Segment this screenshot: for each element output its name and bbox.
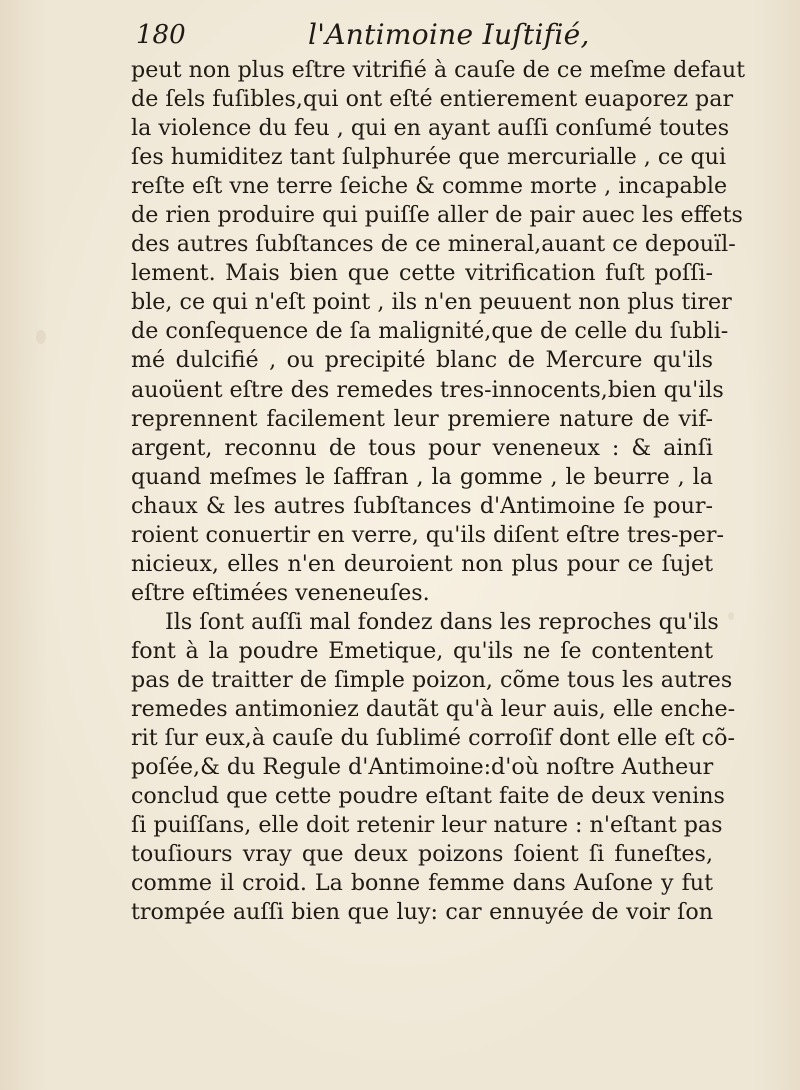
text-line: roient conuertir en verre, qu'ils diſent eſtre tres-per- [131, 521, 724, 548]
paper-stain [36, 330, 46, 344]
text-line: poſée,& du Regule d'Antimoine:d'où noſtre Autheur [131, 754, 714, 781]
paper-stain [728, 612, 734, 620]
text-line: remedes antimoniez dautãt qu'à leur auis, elle enche- [131, 696, 736, 723]
text-line: auoüent eſtre des remedes tres-innocents,bien qu'ils [131, 376, 724, 403]
text-line: de ſels fuſibles,qui ont eſté entierement euaporez par [131, 86, 734, 113]
text-line: la violence du feu , qui en ayant auſſi conſumé toutes [131, 115, 730, 142]
text-line: de rien produire qui puiſſe aller de pair auec les effets [131, 202, 743, 229]
text-line: des autres ſubſtances de ce mineral,auant ce depouïl- [131, 231, 736, 258]
text-line: reprennent facilement leur premiere nature de vif- [131, 405, 713, 432]
paragraph [131, 56, 746, 608]
text-line: chaux & les autres ſubſtances d'Antimoine ſe pour- [131, 492, 713, 519]
page-header [136, 18, 716, 58]
text-line: lement. Mais bien que cette vitrification fuſt poſſi- [131, 260, 713, 287]
text-line: eſtre eſtimées veneneuſes. [131, 579, 430, 606]
text-line: ſes humiditez tant ſulphurée que mercurialle , ce qui [131, 144, 727, 171]
text-line: ſi puiſſans, elle doit retenir leur nature : n'eſtant pas [131, 812, 723, 839]
text-line: nicieux, elles n'en deuroient non plus pour ce ſujet [131, 550, 713, 577]
text-line: argent, reconnu de tous pour veneneux : & ainſi [131, 434, 713, 461]
text-line: mé dulcifié , ou precipité blanc de Mercure qu'ils [131, 347, 713, 374]
running-title: l'Antimoine Iuſtifié, [308, 18, 590, 51]
text-line: reſte eſt vne terre ſeiche & comme morte , incapable [131, 173, 728, 200]
text-line: Ils ſont auſſi mal fondez dans les reproches qu'ils [165, 608, 719, 635]
text-line: conclud que cette poudre eſtant faite de deux venins [131, 783, 725, 810]
text-line: trompée auſſi bien que luy: car ennuyée de voir ſon [131, 899, 713, 926]
body-text [131, 56, 746, 927]
text-line: de conſequence de ſa malignité,que de celle du ſubli- [131, 318, 729, 345]
text-line: quand meſmes le ſaffran , la gomme , le beurre , la [131, 463, 713, 490]
text-line: pas de traitter de ſimple poizon, cõme tous les autres [131, 666, 733, 693]
paragraph [131, 608, 736, 928]
text-line: touſiours vray que deux poizons ſoient ſi funeſtes, [131, 841, 713, 868]
text-line: comme il croid. La bonne femme dans Auſone y fut [131, 870, 713, 897]
text-line: ble, ce qui n'eſt point , ils n'en peuuent non plus tirer [131, 289, 732, 316]
page-number: 180 [136, 20, 186, 50]
text-line: font à la poudre Emetique, qu'ils ne ſe contentent [131, 637, 713, 664]
text-line: peut non plus eſtre vitrifié à cauſe de ce meſme defaut [131, 57, 746, 83]
text-line: rit ſur eux,à cauſe du ſublimé corroſif dont elle eſt cõ- [131, 725, 735, 752]
